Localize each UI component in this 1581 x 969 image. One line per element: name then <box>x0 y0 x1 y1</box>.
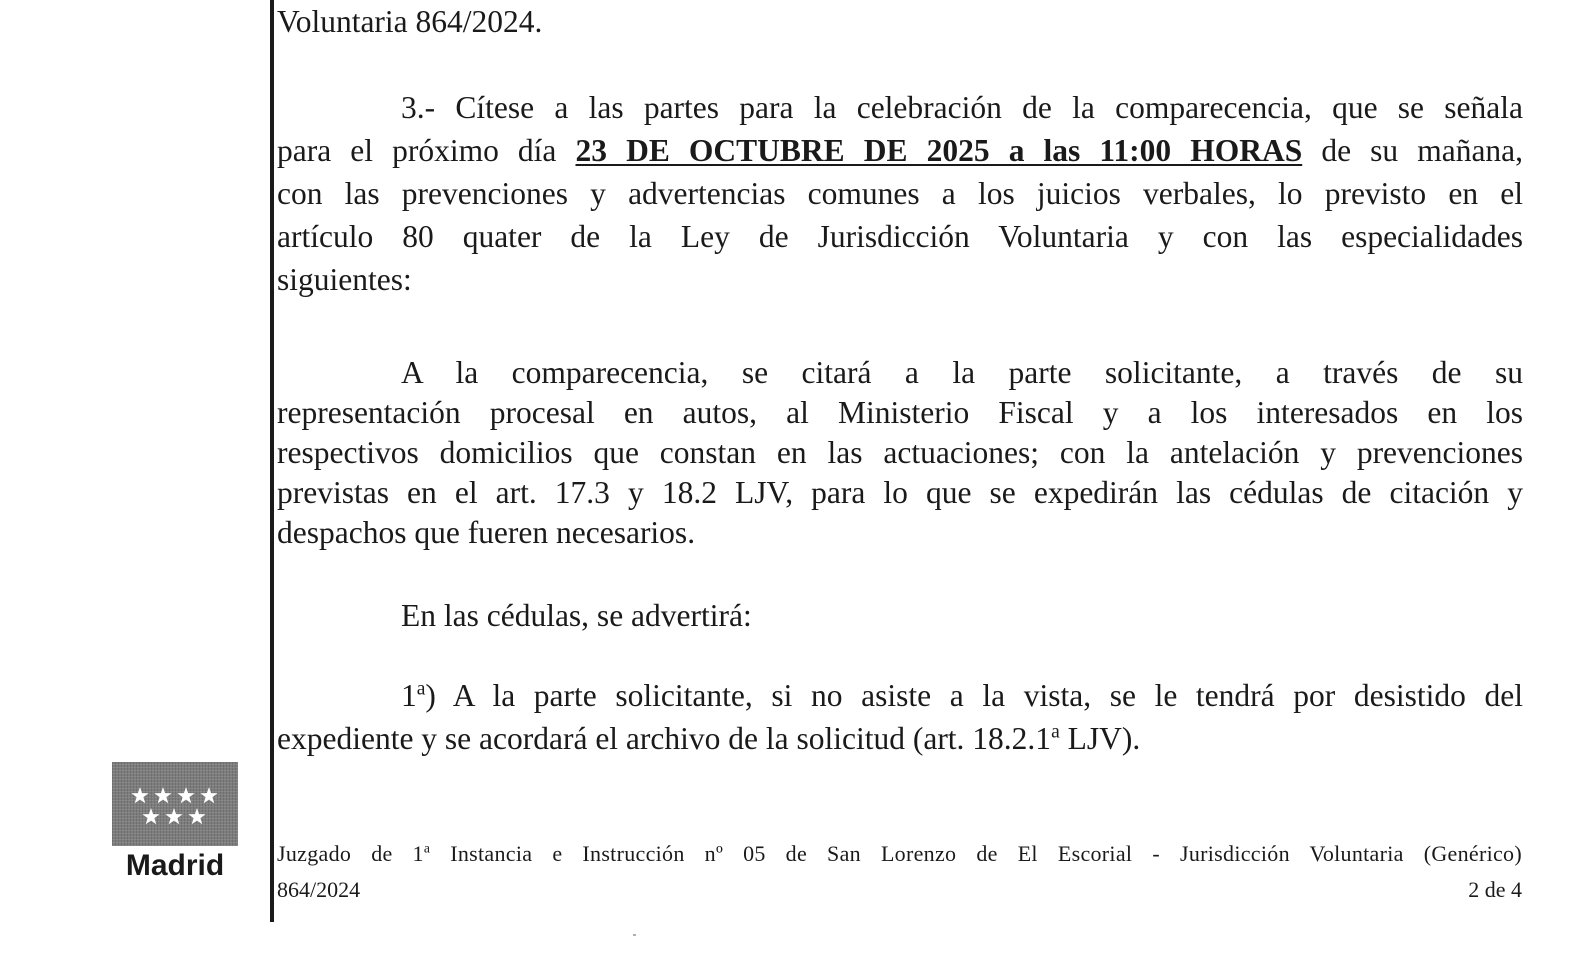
citation-line-5: despachos que fueren necesarios. <box>277 515 696 550</box>
citation-line-3: respectivos domicilios que constan en las actuaciones; con la antelación y prevenciones <box>277 435 1523 470</box>
paragraph-citation <box>277 353 1523 553</box>
cedulas-intro: En las cédulas, se advertirá: <box>401 598 752 633</box>
citation-line-2: representación procesal en autos, al Ministerio Fiscal y a los interesados en los <box>277 395 1523 430</box>
top-line: Voluntaria 864/2024. <box>277 4 543 39</box>
document-body <box>277 0 1523 760</box>
case-number: 864/2024 <box>277 877 361 902</box>
margin-rule <box>270 0 274 922</box>
para3-line-2-pre: para el próximo día <box>277 133 557 168</box>
item1-ordinal: a <box>416 678 426 700</box>
footer-meta <box>277 872 1522 908</box>
citation-line-4: previstas en el art. 17.3 y 18.2 LJV, para lo que se expedirán las cédulas de citación y <box>277 475 1523 510</box>
item1-line-2 <box>277 717 1523 760</box>
para3-line-5: siguientes: <box>277 262 412 297</box>
item1-line-1-text: ) A la parte solicitante, si no asiste a la vista, se le tendrá por desistido del <box>425 678 1523 713</box>
hearing-date: 23 DE OCTUBRE DE 2025 a las 11:00 HORAS <box>575 133 1303 168</box>
page-indicator: 2 de 4 <box>1468 877 1522 902</box>
item1-line-1 <box>277 674 1523 717</box>
court-ordinal: a <box>423 840 431 856</box>
court-name-pre: Juzgado de 1 <box>277 841 424 866</box>
warning-item-1 <box>277 674 1523 760</box>
para3-line-2-post: de su mañana, <box>1321 133 1524 168</box>
court-name <box>277 836 1522 872</box>
item1-line-2-ordinal: a <box>1051 721 1060 743</box>
citation-line-1: A la comparecencia, se citará a la parte solicitante, a través de su <box>401 355 1523 390</box>
madrid-logo-text: Madrid <box>125 849 225 882</box>
item1-number: 1 <box>401 678 417 713</box>
madrid-logo-flag <box>112 762 238 846</box>
stars-icon <box>112 762 238 846</box>
item1-line-2-pre: expediente y se acordará el archivo de la solicitud (art. 18.2.1 <box>277 721 1052 756</box>
para3-line-1: 3.- Cítese a las partes para la celebración de la comparecencia, que se señala <box>401 90 1523 125</box>
page-footer <box>277 836 1522 908</box>
scan-speck <box>633 934 636 936</box>
para3-line-3: con las prevenciones y advertencias comunes a los juicios verbales, lo previsto en el <box>277 176 1523 211</box>
paragraph-3 <box>277 86 1523 301</box>
para3-line-2 <box>277 129 1523 172</box>
court-name-post: Instancia e Instrucción nº 05 de San Lorenzo de El Escorial - Jurisdicción Voluntaria (Genérico) <box>430 841 1522 866</box>
item1-line-2-post: LJV). <box>1059 721 1141 756</box>
para3-line-4: artículo 80 quater de la Ley de Jurisdicción Voluntaria y con las especialidades <box>277 219 1523 254</box>
